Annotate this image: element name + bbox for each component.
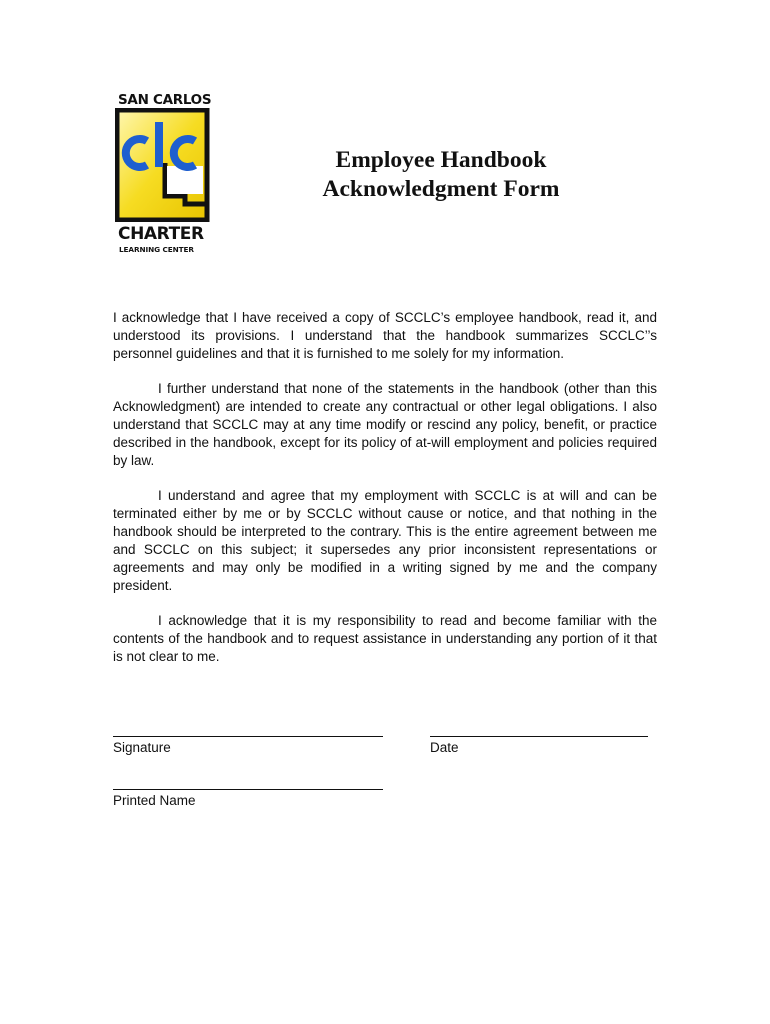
date-label: Date: [430, 740, 459, 755]
form-title: [300, 146, 582, 204]
school-logo: [112, 92, 212, 262]
logo-charter-text: CHARTER: [118, 224, 204, 244]
paragraph-2: I further understand that none of the statements in the handbook (other than this Acknowledgment) are intended to create any contractual or other legal obligations. I also understand that SCCLC may at any time modify or rescind any policy, benefit, or practice described in the handbook, except for its policy of at-will employment and policies required by law.: [113, 381, 657, 468]
title-line-1: Employee Handbook: [335, 147, 547, 173]
paragraph-1: I acknowledge that I have received a copy of SCCLC’s employee handbook, read it, and understood its provisions. I understand that the handbook summarizes SCCLC’’s personnel guidelines and that it is furnished to me solely for my information.: [113, 310, 657, 361]
acknowledgment-body: [113, 309, 657, 683]
signature-label: Signature: [113, 740, 171, 755]
date-line[interactable]: [430, 736, 648, 737]
printed-name-label: Printed Name: [113, 793, 196, 808]
clc-emblem-icon: [115, 108, 210, 222]
logo-top-text: SAN CARLOS: [118, 92, 212, 108]
paragraph-3: I understand and agree that my employment with SCCLC is at will and can be terminated either by me or by SCCLC without cause or notice, and that nothing in the handbook should be interpreted to the contrary. This is the entire agreement between me and SCCLC on this subject; it supersedes any prior inconsistent representations or agreements and may only be modified in a writing signed by me and the company president.: [113, 488, 657, 593]
signature-line[interactable]: [113, 736, 383, 737]
printed-name-line[interactable]: [113, 789, 383, 790]
title-line-2: Acknowledgment Form: [322, 176, 560, 202]
paragraph-4: I acknowledge that it is my responsibility to read and become familiar with the contents of the handbook and to request assistance in understanding any portion of it that is not clear to me.: [113, 613, 657, 664]
logo-subtitle-text: LEARNING CENTER: [119, 245, 194, 254]
